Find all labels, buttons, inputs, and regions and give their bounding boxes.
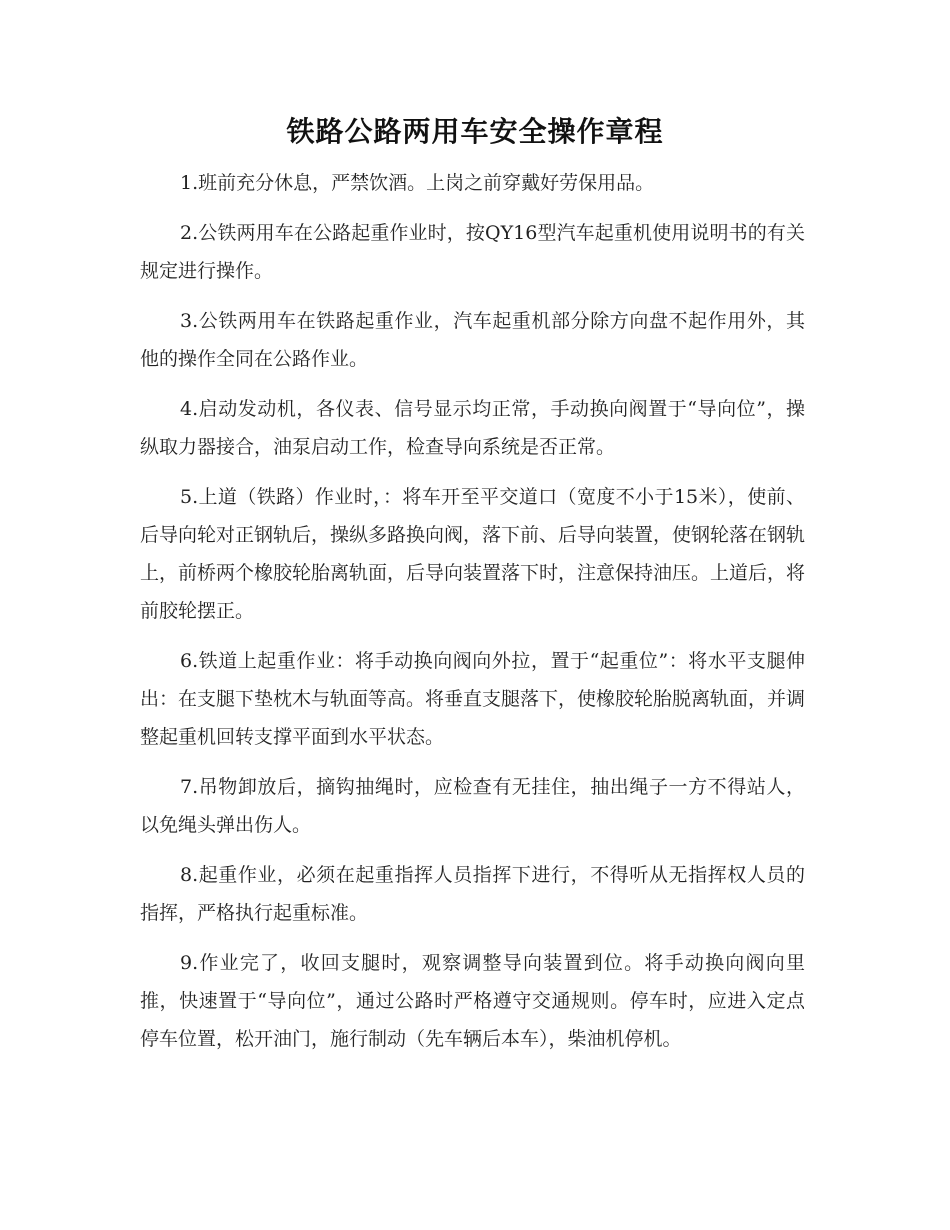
paragraph-7: 7.吊物卸放后，摘钩抽绳时，应检查有无挂住，抽出绳子一方不得站人，以免绳头弹出伤人。 (140, 776, 805, 836)
paragraph-4: 4.启动发动机，各仪表、信号显示均正常，手动换向阀置于“导向位”，操纵取力器接合，油泵启动工作，检查导向系统是否正常。 (140, 398, 805, 458)
paragraph-3: 3.公铁两用车在铁路起重作业，汽车起重机部分除方向盘不起作用外，其他的操作全同在公路作业。 (140, 310, 805, 370)
paragraph-2: 2.公铁两用车在公路起重作业时，按QY16型汽车起重机使用说明书的有关规定进行操作。 (140, 222, 805, 282)
paragraph-9: 9.作业完了，收回支腿时，观察调整导向装置到位。将手动换向阀向里推，快速置于“导向位”，通过公路时严格遵守交通规则。停车时，应进入定点停车位置，松开油门，施行制动（先车辆后本车），柴油机停机。 (140, 952, 805, 1050)
document-title: 铁路公路两用车安全操作章程 (286, 115, 664, 148)
paragraph-8: 8.起重作业，必须在起重指挥人员指挥下进行，不得听从无指挥权人员的指挥，严格执行起重标准。 (140, 864, 805, 924)
paragraph-5: 5.上道（铁路）作业时，：将车开至平交道口（宽度不小于15米），使前、后导向轮对正钢轨后，操纵多路换向阀，落下前、后导向装置，使钢轮落在钢轨上，前桥两个橡胶轮胎离轨面，后导向装置落下时，注意保持油压。上道后，将前胶轮摆正。 (140, 486, 806, 622)
paragraph-1: 1.班前充分休息，严禁饮酒。上岗之前穿戴好劳保用品。 (180, 172, 655, 194)
paragraph-6: 6.铁道上起重作业：将手动换向阀向外拉，置于“起重位”：将水平支腿伸出：在支腿下垫枕木与轨面等高。将垂直支腿落下，使橡胶轮胎脱离轨面，并调整起重机回转支撑平面到水平状态。 (140, 650, 806, 748)
document-body (140, 164, 805, 1070)
